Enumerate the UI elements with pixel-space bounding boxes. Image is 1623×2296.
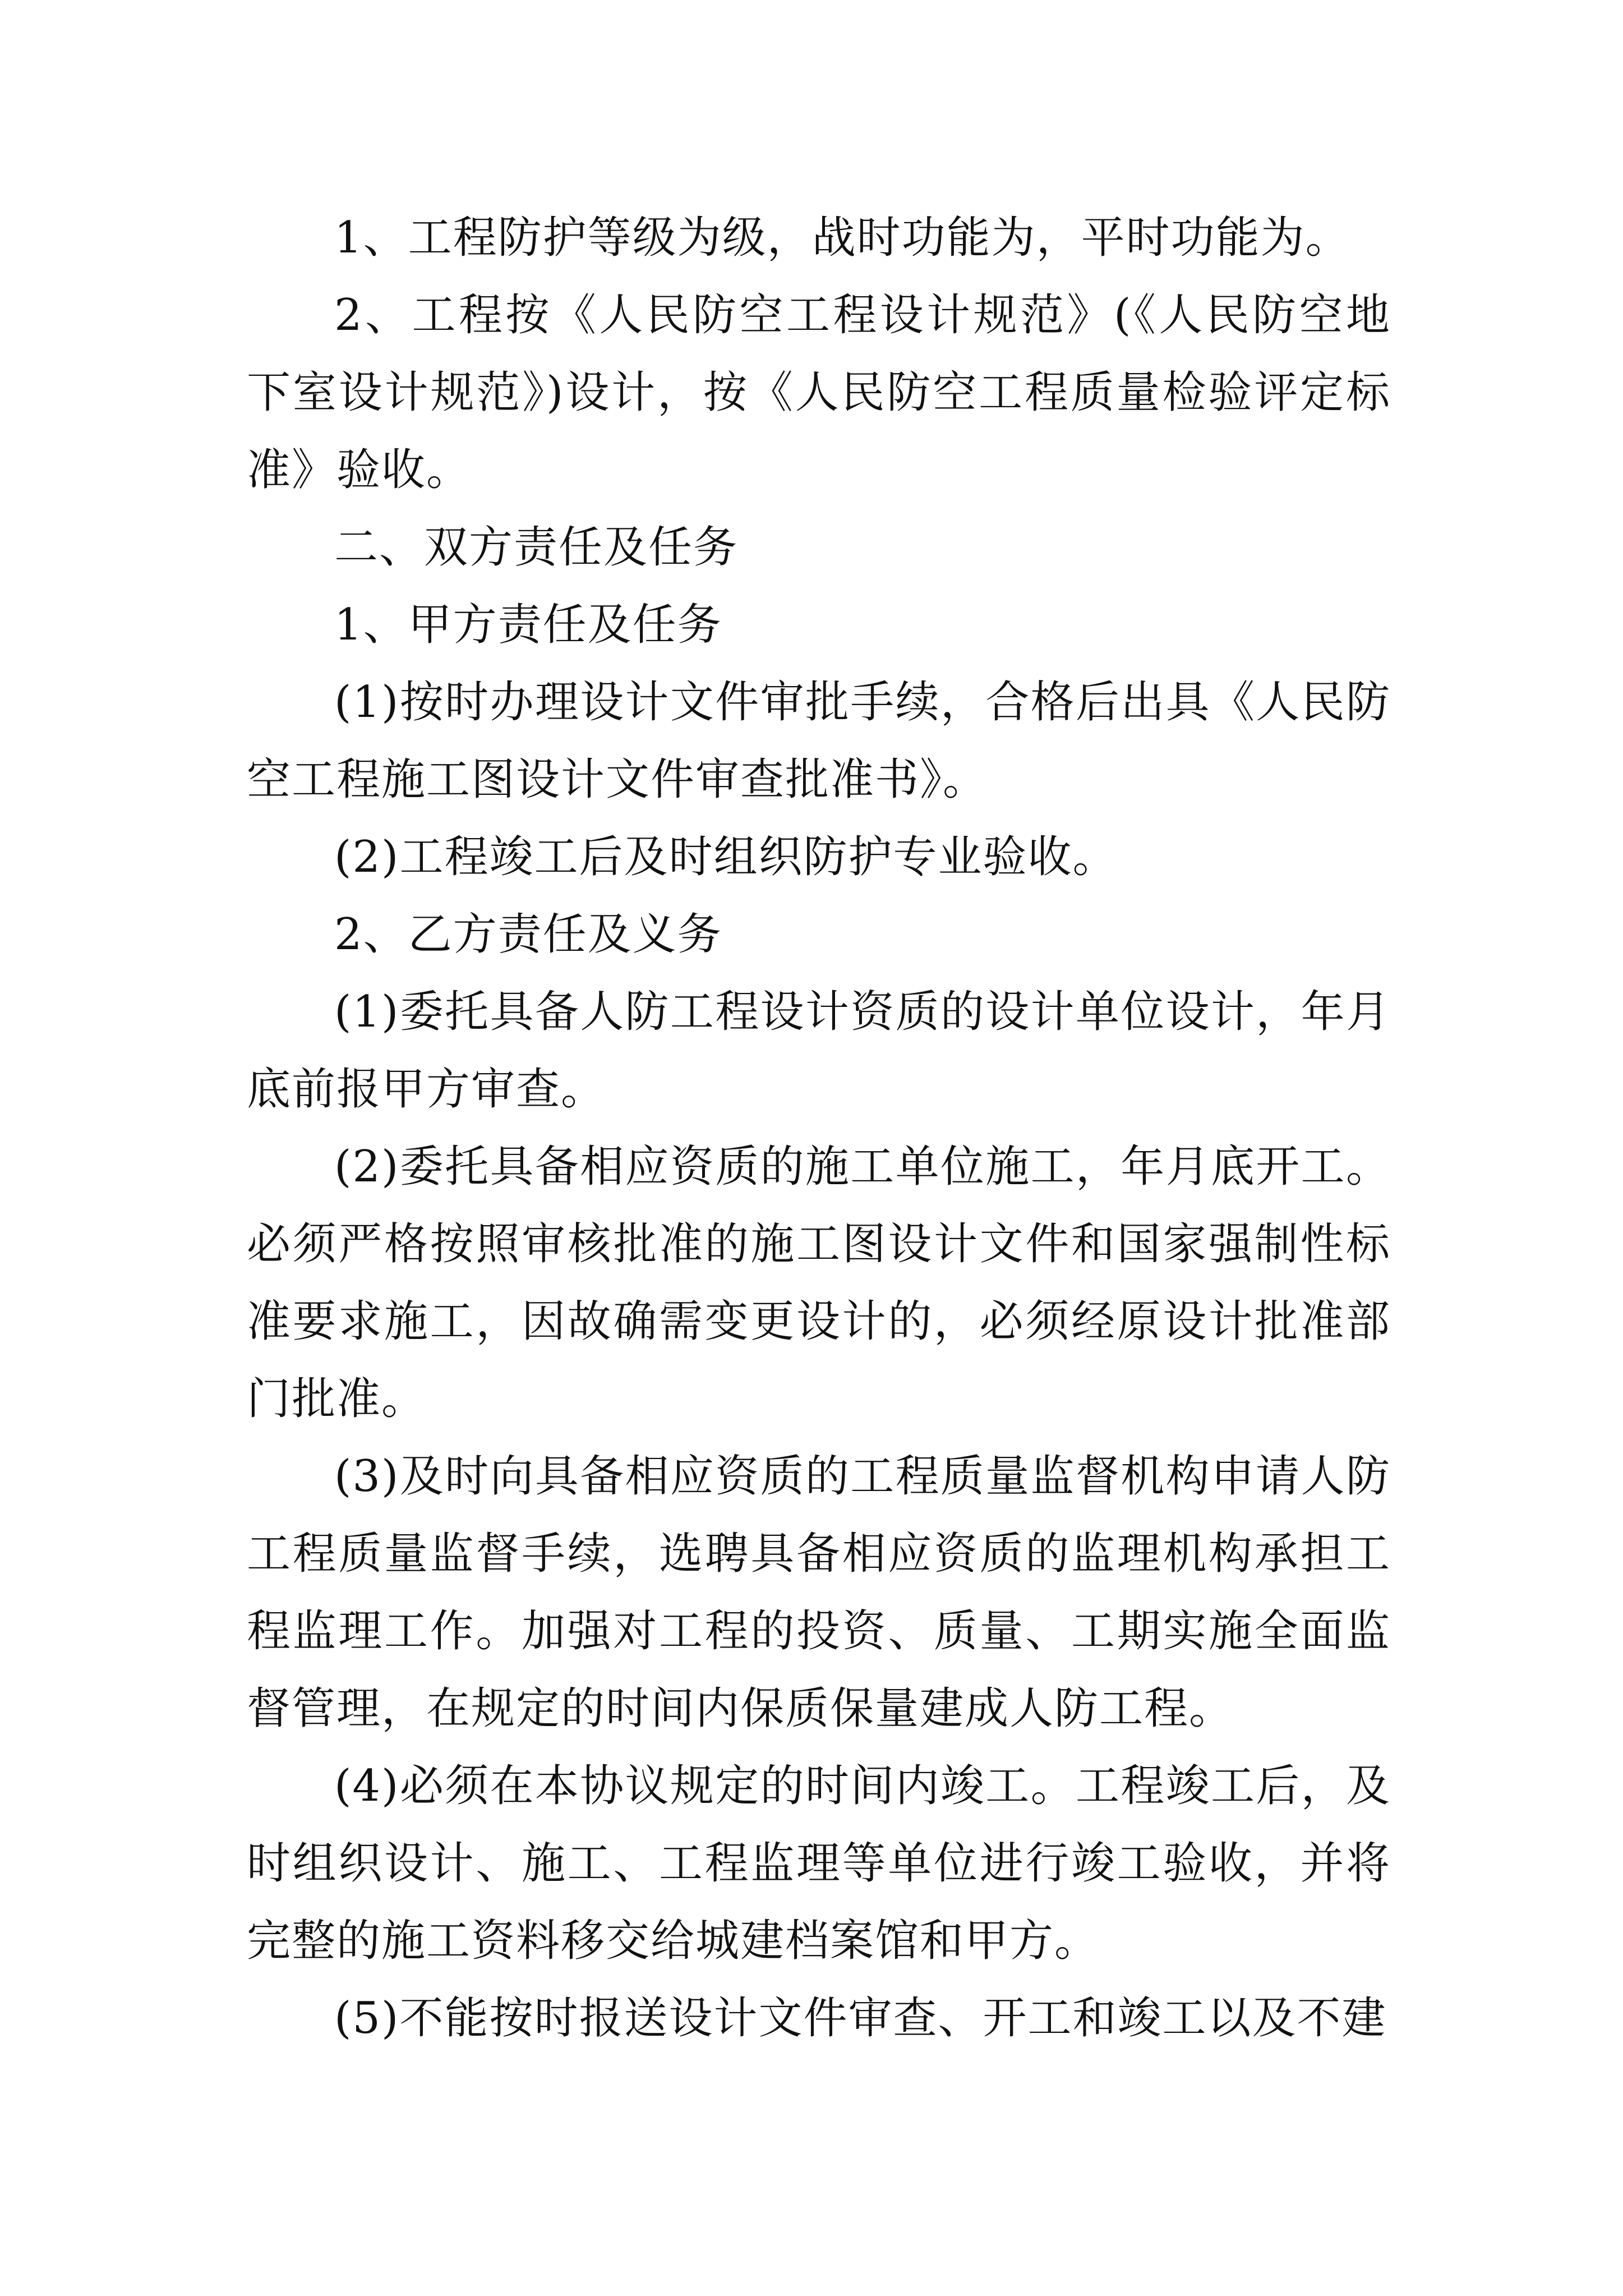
paragraph-party-b-item-5: (5)不能按时报送设计文件审查、开工和竣工以及不建 xyxy=(334,1993,1387,2044)
heading-party-a: 1、甲方责任及任务 xyxy=(334,600,722,650)
paragraph-protection-level: 1、工程防护等级为级，战时功能为，平时功能为。 xyxy=(334,213,1350,263)
paragraph-party-b-item-1: (1)委托具备人防工程设计资质的设计单位设计，年月底前报甲方审查。 xyxy=(247,987,1391,1115)
heading-party-b: 2、乙方责任及义务 xyxy=(334,909,722,960)
paragraph-party-b-item-4: (4)必须在本协议规定的时间内竣工。工程竣工后，及时组织设计、施工、工程监理等单位进行竣工验收，并将完整的施工资料移交给城建档案馆和甲方。 xyxy=(247,1761,1391,1966)
paragraph-party-a-item-1: (1)按时办理设计文件审批手续，合格后出具《人民防空工程施工图设计文件审查批准书》。 xyxy=(247,677,1391,805)
paragraph-party-b-item-3: (3)及时向具备相应资质的工程质量监督机构申请人防工程质量监督手续，选聘具备相应资质的监理机构承担工程监理工作。加强对工程的投资、质量、工期实施全面监督管理，在规定的时间内保质保量建成人防工程。 xyxy=(247,1451,1391,1734)
heading-responsibilities: 二、双方责任及任务 xyxy=(334,522,739,573)
document-body xyxy=(247,199,1391,2057)
paragraph-party-a-item-2: (2)工程竣工后及时组织防护专业验收。 xyxy=(334,832,1118,882)
paragraph-party-b-item-2: (2)委托具备相应资质的施工单位施工，年月底开工。必须严格按照审核批准的施工图设计文件和国家强制性标准要求施工，因故确需变更设计的，必须经原设计批准部门批准。 xyxy=(247,1142,1391,1424)
paragraph-design-standard: 2、工程按《人民防空工程设计规范》(《人民防空地下室设计规范》)设计，按《人民防空工程质量检验评定标准》验收。 xyxy=(247,290,1391,495)
